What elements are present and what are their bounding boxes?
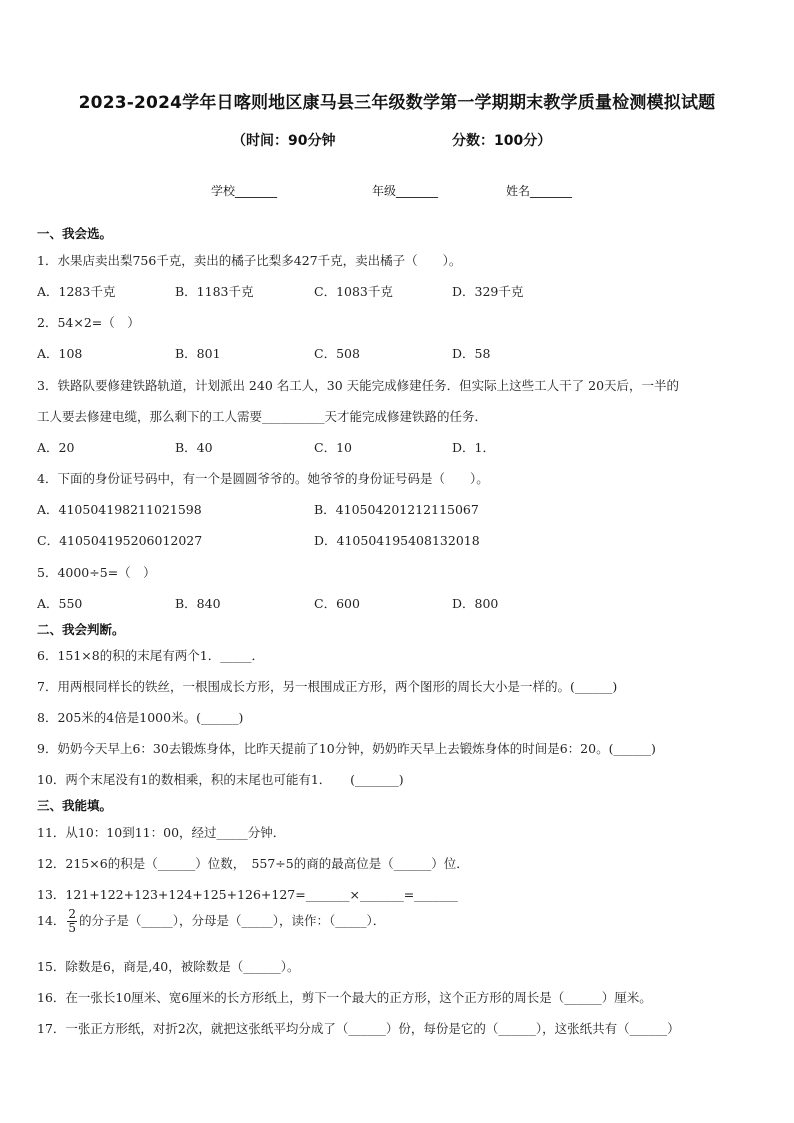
question-14 bbox=[37, 908, 385, 935]
question-14-number: 14． bbox=[37, 913, 66, 928]
question-1-option-d: D．329千克 bbox=[452, 284, 524, 299]
fraction-two-fifths bbox=[67, 908, 77, 935]
name-field: 姓名_______ bbox=[506, 184, 573, 198]
question-15: 15．除数是6，商是,40，被除数是（______）。 bbox=[37, 959, 300, 974]
question-2-option-b: B．801 bbox=[175, 346, 221, 361]
question-4-option-c: C．410504195206012027 bbox=[37, 533, 203, 548]
question-13: 13．121+122+123+124+125+126+127=_______×_______=_______ bbox=[37, 887, 458, 902]
fraction-numerator: 2 bbox=[68, 907, 77, 921]
question-5-option-c: C．600 bbox=[314, 596, 360, 611]
section-heading-judge: 二、我会判断。 bbox=[37, 622, 125, 637]
question-2-stem: 2．54×2=（ ） bbox=[37, 315, 140, 330]
question-4-option-b: B．410504201212115067 bbox=[314, 502, 479, 517]
exam-score: 分数：100分） bbox=[452, 133, 552, 149]
exam-time: （时间：90分钟 bbox=[232, 133, 336, 149]
question-3-option-c: C．10 bbox=[314, 440, 352, 455]
question-3-stem-line-1: 3．铁路队要修建铁路轨道，计划派出 240 名工人，30 天能完成修建任务．但实际上这些工人干了 20天后，一半的 bbox=[37, 378, 680, 393]
question-1-stem: 1．水果店卖出梨756千克，卖出的橘子比梨多427千克，卖出橘子（ ）。 bbox=[37, 253, 462, 268]
question-2-option-d: D．58 bbox=[452, 346, 491, 361]
question-5-option-a: A．550 bbox=[37, 596, 83, 611]
question-2-option-a: A．108 bbox=[37, 346, 83, 361]
question-3-option-b: B．40 bbox=[175, 440, 213, 455]
section-heading-choice: 一、我会选。 bbox=[37, 226, 113, 241]
question-4-option-a: A．410504198211021598 bbox=[37, 502, 202, 517]
question-6: 6．151×8的积的末尾有两个1．_____． bbox=[37, 648, 264, 663]
grade-field: 年级_______ bbox=[372, 184, 439, 198]
school-field: 学校_______ bbox=[211, 184, 278, 198]
question-16: 16．在一张长10厘米、宽6厘米的长方形纸上，剪下一个最大的正方形，这个正方形的周长是（______）厘米。 bbox=[37, 990, 652, 1005]
page-title: 2023-2024学年日喀则地区康马县三年级数学第一学期期末教学质量检测模拟试题 bbox=[78, 93, 716, 113]
question-1-option-a: A．1283千克 bbox=[37, 284, 116, 299]
question-4-option-d: D．410504195408132018 bbox=[314, 533, 480, 548]
question-8: 8．205米的4倍是1000米。(______) bbox=[37, 710, 244, 725]
question-1-option-c: C．1083千克 bbox=[314, 284, 393, 299]
question-3-stem-line-2: 工人要去修建电缆，那么剩下的工人需要__________天才能完成修建铁路的任务． bbox=[37, 409, 488, 424]
question-14-text: 的分子是（_____），分母是（_____），读作：（_____）． bbox=[79, 913, 386, 928]
question-3-option-d: D．1． bbox=[452, 440, 495, 455]
question-3-option-a: A．20 bbox=[37, 440, 75, 455]
question-10: 10．两个末尾没有1的数相乘，积的末尾也可能有1． (_______) bbox=[37, 772, 404, 787]
fraction-denominator: 5 bbox=[68, 921, 77, 935]
question-5-stem: 5．4000÷5=（ ） bbox=[37, 565, 156, 580]
question-11: 11．从10：10到11：00，经过_____分钟． bbox=[37, 825, 286, 840]
question-7: 7．用两根同样长的铁丝，一根围成长方形，另一根围成正方形，两个图形的周长大小是一样的。(______) bbox=[37, 679, 618, 694]
question-9: 9．奶奶今天早上6：30去锻炼身体，比昨天提前了10分钟，奶奶昨天早上去锻炼身体的时间是6：20。(______) bbox=[37, 741, 656, 756]
question-5-option-d: D．800 bbox=[452, 596, 499, 611]
section-heading-fill: 三、我能填。 bbox=[37, 798, 113, 813]
question-5-option-b: B．840 bbox=[175, 596, 221, 611]
question-12: 12．215×6的积是（______）位数， 557÷5的商的最高位是（______）位． bbox=[37, 856, 469, 871]
question-1-option-b: B．1183千克 bbox=[175, 284, 254, 299]
question-4-stem: 4．下面的身份证号码中，有一个是圆圆爷爷的。她爷爷的身份证号码是（ ）。 bbox=[37, 471, 489, 486]
question-2-option-c: C．508 bbox=[314, 346, 360, 361]
question-17: 17．一张正方形纸，对折2次，就把这张纸平均分成了（______）份，每份是它的（______），这张纸共有（______） bbox=[37, 1021, 680, 1036]
